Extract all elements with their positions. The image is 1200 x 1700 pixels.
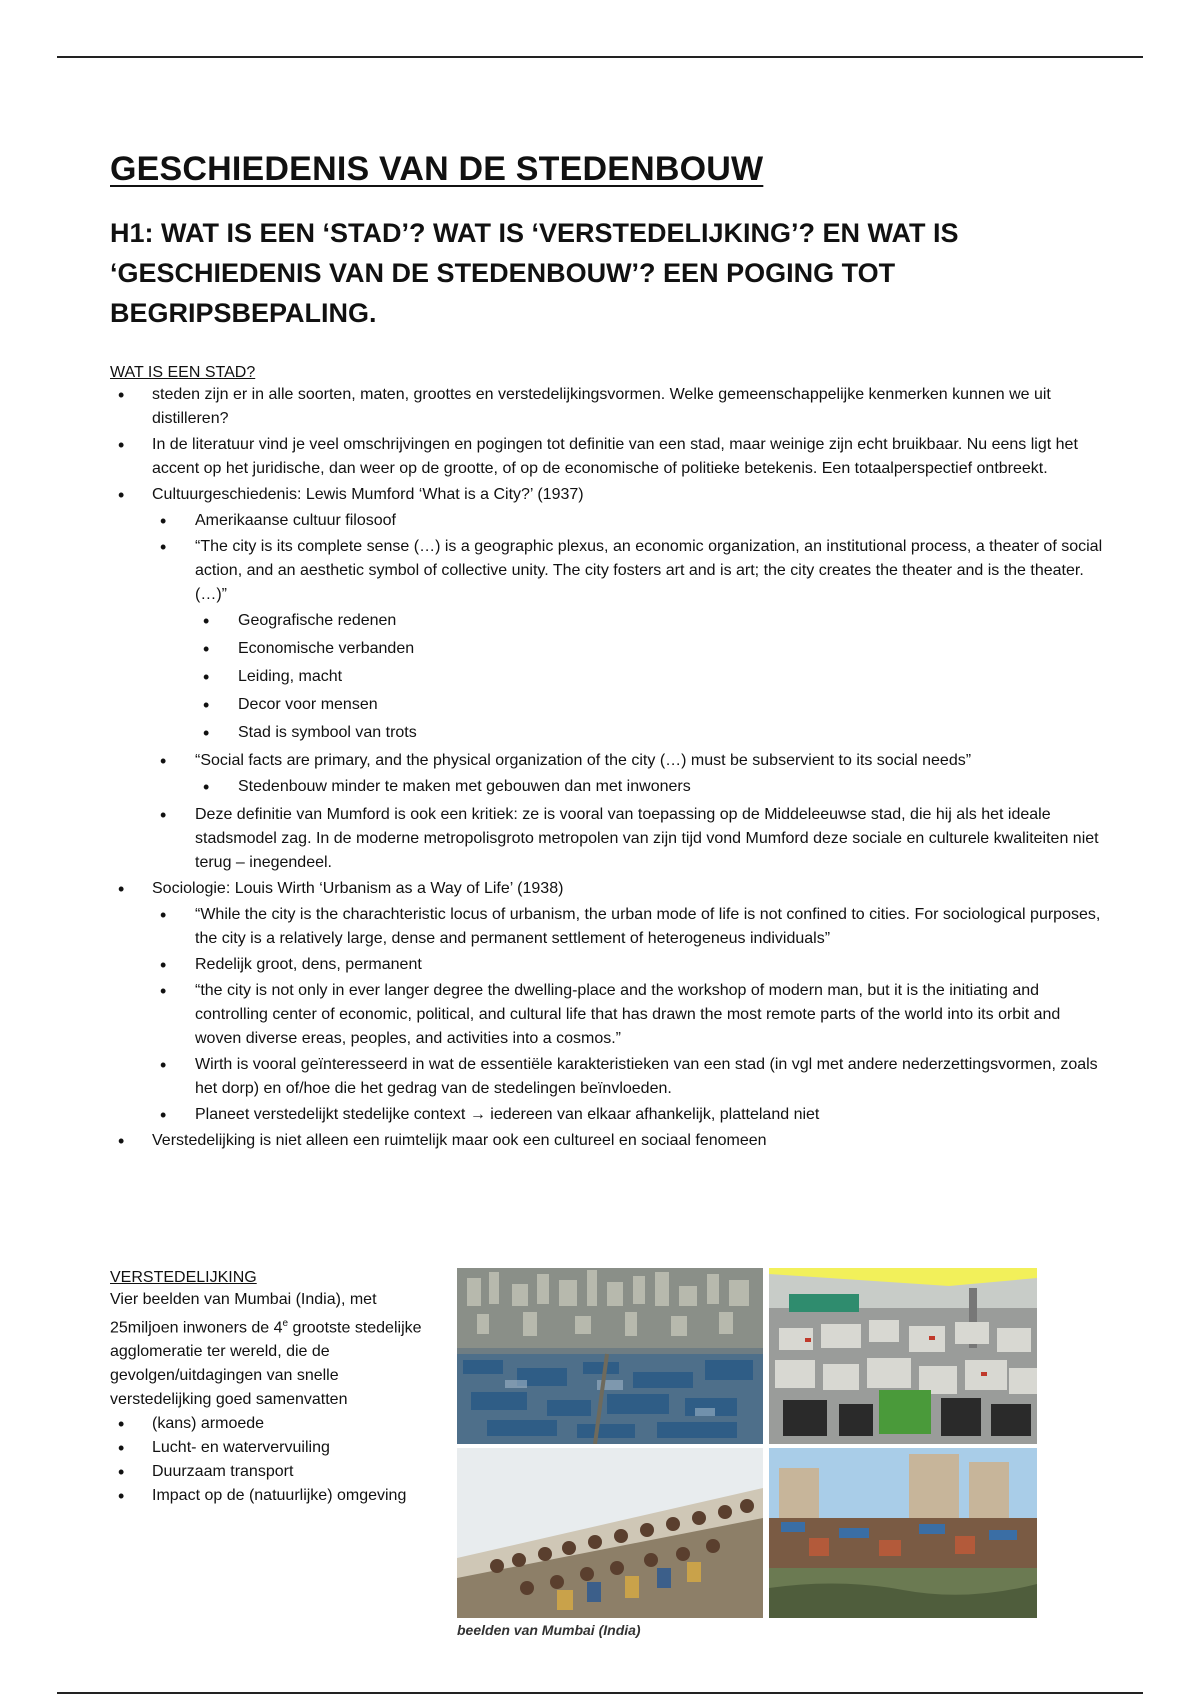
mumford-sublist <box>152 509 1110 875</box>
list-item <box>152 1053 1110 1101</box>
aerial-slum-photo <box>457 1268 763 1444</box>
intro-text: Vier beelden van Mumbai (India), met 25miljoen inwoners de 4 <box>110 1291 377 1337</box>
list-item <box>195 775 1110 799</box>
list-item-text: Wirth is vooral geïnteresseerd in wat de essentiële karakteristieken van een stad (in vgl met andere nederzettingsvormen, zoals het dorp) en of/hoe die het gedrag van de stedelingen beïnvloeden. <box>195 1056 1098 1097</box>
mumford-quote-social: “Social facts are primary, and the physical organization of the city (…) must be subservient to its social needs” <box>195 752 972 769</box>
document-title: GESCHIEDENIS VAN DE STEDENBOUW <box>110 150 764 188</box>
list-item <box>110 1412 430 1436</box>
list-item-mumford <box>110 483 1110 875</box>
definition-list <box>110 383 1110 1153</box>
section-heading-wat-is-een-stad: WAT IS EEN STAD? <box>110 364 256 381</box>
verstedelijking-section <box>110 1268 1110 1648</box>
ordinal-suffix: e <box>282 1318 289 1329</box>
list-item <box>110 383 1110 431</box>
photo-grid <box>457 1268 1037 1618</box>
mumbai-figure <box>457 1268 1037 1638</box>
figure-caption: beelden van Mumbai (India) <box>457 1622 641 1638</box>
list-item-text: Amerikaanse cultuur filosoof <box>195 512 396 529</box>
intro-text-continued: grootste stedelijke agglomeratie ter wereld, die de gevolgen/uitdagingen van snelle verstedelijking goed samenvatten <box>110 1319 422 1409</box>
list-item-text: Planeet verstedelijkt stedelijke context → iedereen van elkaar afhankelijk, platteland niet <box>195 1106 820 1123</box>
list-item-text: steden zijn er in alle soorten, maten, groottes en verstedelijkingsvormen. Welke gemeenschappelijke kenmerken kunnen we uit distilleren? <box>152 386 1051 427</box>
list-item-text: Geografische redenen <box>238 612 397 629</box>
wirth-quote: “While the city is the charachteristic locus of urbanism, the urban mode of life is not confined to cities. For sociological purposes, the city is a relatively large, dense and permanent settlement of heterogeneus individuals” <box>195 906 1101 947</box>
list-item <box>110 1460 430 1484</box>
list-item-text: Verstedelijking is niet alleen een ruimtelijk maar ook een cultureel en sociaal fenomeen <box>152 1132 767 1149</box>
list-item-text: Lucht- en watervervuiling <box>152 1439 330 1457</box>
list-item <box>110 1129 1110 1153</box>
list-item <box>152 803 1110 875</box>
list-item <box>195 665 1110 689</box>
list-item-text: Redelijk groot, dens, permanent <box>195 956 422 973</box>
list-item-text: Decor voor mensen <box>238 696 378 713</box>
list-item-text: Sociologie: Louis Wirth ‘Urbanism as a Way of Life’ (1938) <box>152 880 564 897</box>
header-rule <box>57 56 1143 58</box>
verstedelijking-text <box>110 1268 430 1508</box>
list-item <box>152 953 1110 977</box>
list-item <box>152 1103 1110 1127</box>
list-item-text: (kans) armoede <box>152 1415 265 1433</box>
list-item <box>110 1436 430 1460</box>
traffic-jam-photo <box>769 1268 1037 1444</box>
list-item-text: Impact op de (natuurlijke) omgeving <box>152 1487 407 1505</box>
wirth-quote-2: “the city is not only in ever langer degree the dwelling-place and the workshop of modern man, but it is the initiating and controlling center of economic, political, and cultural life that has drawn the most remote parts of the world into its orbit and woven diverse ereas, peoples, and activities into a cosmos.” <box>195 982 1061 1047</box>
list-item-wirth <box>110 877 1110 1127</box>
list-item <box>152 903 1110 951</box>
list-item-text: Duurzaam transport <box>152 1463 294 1481</box>
list-item <box>152 749 1110 799</box>
list-item <box>110 1484 430 1508</box>
crowded-train-photo <box>457 1448 763 1618</box>
list-item <box>152 979 1110 1051</box>
verstedelijking-intro <box>110 1288 430 1412</box>
list-item-text: Stedenbouw minder te maken met gebouwen dan met inwoners <box>238 778 691 795</box>
list-item-text: Economische verbanden <box>238 640 415 657</box>
list-item <box>195 609 1110 633</box>
challenges-list <box>110 1412 430 1508</box>
footer-rule <box>57 1692 1143 1694</box>
list-item <box>152 535 1110 745</box>
list-item <box>195 721 1110 745</box>
list-item-text: Stad is symbool van trots <box>238 724 417 741</box>
list-item-text: Deze definitie van Mumford is ook een kritiek: ze is vooral van toepassing op de Middeleeuwse stad, die hij als het ideale stadsmodel zag. In de moderne metropolisgroto metropolen van zijn tijd vond Mumford deze sociale en culturele kwaliteiten niet terug – inegendeel. <box>195 806 1099 871</box>
wirth-sublist <box>152 903 1110 1127</box>
list-item-text: In de literatuur vind je veel omschrijvingen en pogingen tot definitie van een stad, maar weinige zijn echt bruikbaar. Nu eens ligt het accent op het juridische, dan weer op de grootte, of op de economische of politieke betekenis. Een totaalperspectief ontbreekt. <box>152 436 1078 477</box>
social-sublist <box>195 775 1110 799</box>
list-item <box>195 637 1110 661</box>
mumford-aspects <box>195 609 1110 745</box>
list-item <box>152 509 1110 533</box>
list-item-text: Leiding, macht <box>238 668 343 685</box>
chapter-heading: H1: WAT IS EEN ‘STAD’? WAT IS ‘VERSTEDELIJKING’? EN WAT IS ‘GESCHIEDENIS VAN DE STEDENBOUW’? EEN POGING TOT BEGRIPSBEPALING. <box>110 218 959 328</box>
list-item <box>195 693 1110 717</box>
list-item-text: Cultuurgeschiedenis: Lewis Mumford ‘What is a City?’ (1937) <box>152 486 584 503</box>
section-heading-verstedelijking: VERSTEDELIJKING <box>110 1269 257 1286</box>
list-item <box>110 433 1110 481</box>
slum-waterway-photo <box>769 1448 1037 1618</box>
document-body <box>110 150 1110 1155</box>
mumford-quote: “The city is its complete sense (…) is a geographic plexus, an economic organization, an institutional process, a theater of social action, and an aesthetic symbol of collective unity. The city fosters art and is art; the city creates the theater and is the theater.(…)” <box>195 538 1103 603</box>
